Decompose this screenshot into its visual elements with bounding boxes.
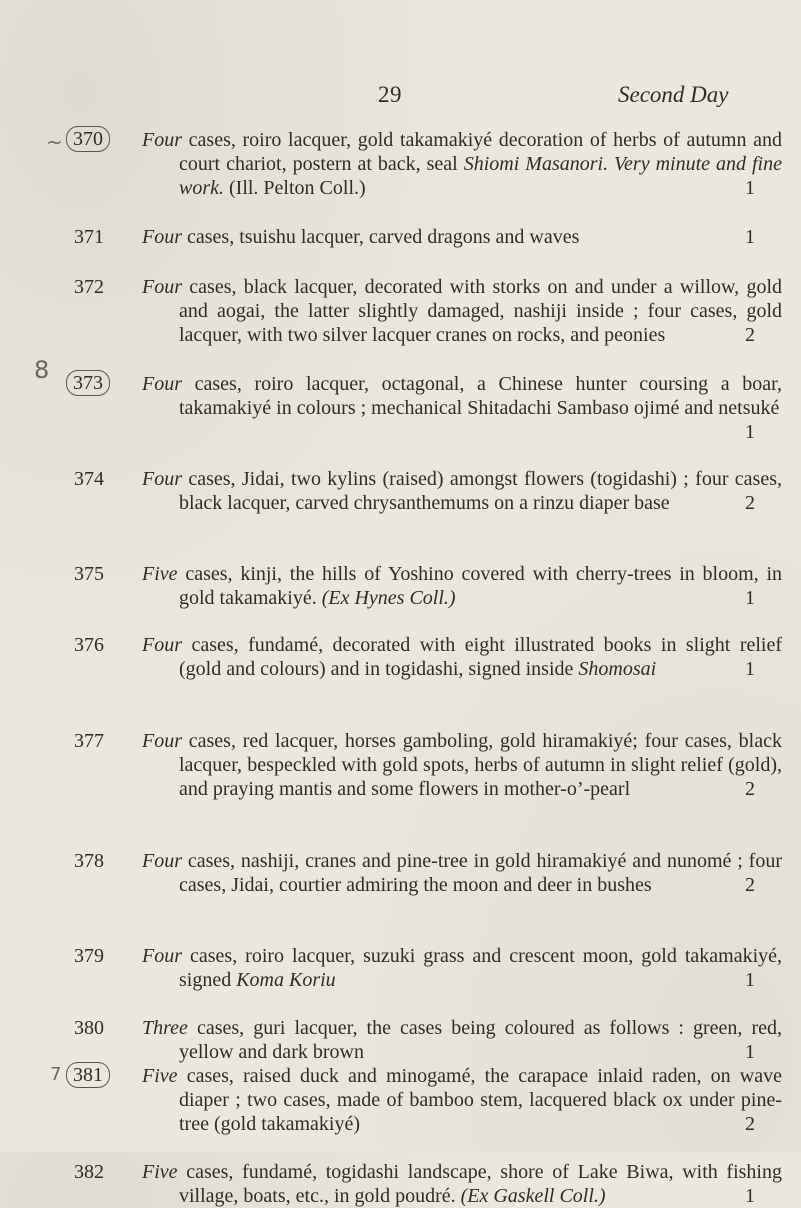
lot-description: Four cases, tsuishu lacquer, carved dragons and waves 1 [142, 226, 755, 248]
lot-body: cases, raised duck and minogamé, the carapace inlaid raden, on wave diaper ; two cases, made of bamboo stem, lacquered black ox under pine-tree (gold takamakiyé) [179, 1065, 782, 1135]
lot-body: cases, red lacquer, horses gamboling, gold hiramakiyé; four cases, black lacquer, bespeckled with gold spots, herbs of autumn in slight relief (gold), and praying mantis and some flowers in mother-o’-pearl [179, 730, 782, 800]
lot-lead: Four [142, 373, 182, 395]
lot-description: Five cases, fundamé, togidashi landscape, shore of Lake Biwa, with fishing village, boats, etc., in gold poudré. (Ex Gaskell Coll.) 1 [142, 1161, 782, 1207]
lot-lead: Four [142, 468, 182, 490]
lot-description: Four cases, Jidai, two kylins (raised) amongst flowers (togidashi) ; four cases, black lacquer, carved chrysanthemums on a rinzu diaper base 2 [142, 468, 783, 514]
lot-description: Four cases, roiro lacquer, suzuki grass and crescent moon, gold takamakiyé, signed Koma Koriu 1 [142, 945, 783, 991]
lot-number: 375 [74, 563, 104, 585]
lot-number: 378 [74, 850, 104, 872]
lot-body: cases, fundamé, togidashi landscape, shore of Lake Biwa, with fishing village, boats, etc., in gold poudré. [179, 1161, 782, 1207]
lot-number: 381 [66, 1062, 110, 1088]
lot-description: Four cases, black lacquer, decorated with storks on and under a willow, gold and aogai, the latter slightly damaged, nashiji inside ; four cases, gold lacquer, with two silver lacquer cranes on rocks, and peonies 2 [142, 276, 782, 346]
lot-number: 373 [66, 370, 110, 396]
lot-lead: Four [142, 276, 182, 298]
lot-description: Four cases, red lacquer, horses gamboling, gold hiramakiyé; four cases, black lacquer, bespeckled with gold spots, herbs of autumn in slight relief (gold), and praying mantis and some flowers in mother-o’-pearl 2 [142, 730, 782, 800]
lot-italic: Shomosai [578, 658, 657, 680]
pencil-mark-370: ~ [46, 130, 63, 154]
lot-number: 370 [66, 126, 110, 152]
lot-description: Three cases, guri lacquer, the cases being coloured as follows : green, red, yellow and dark brown 1 [142, 1017, 783, 1063]
lot-italic: Koma Koriu [236, 969, 336, 991]
lot-number: 382 [74, 1161, 104, 1183]
lot-lead: Four [142, 730, 182, 752]
lot-number: 372 [74, 276, 104, 298]
page-number: 29 [378, 82, 402, 107]
lot-body: cases, fundamé, decorated with eight illustrated books in slight relief (gold and colours) and in togidashi, signed inside [179, 634, 783, 680]
lot-number: 380 [74, 1017, 104, 1039]
pencil-mark-373: 8 [34, 356, 50, 384]
lot-body: cases, tsuishu lacquer, carved dragons and waves [187, 226, 580, 248]
lot-lead: Four [142, 850, 182, 872]
lot-italic: Shiomi Masanori. Very minute and fine work. [179, 153, 782, 199]
lot-lead: Four [142, 226, 182, 248]
lot-description: Four cases, nashiji, cranes and pine-tree in gold hiramakiyé and nunomé ; four cases, Jidai, courtier admiring the moon and deer in bushes 2 [142, 850, 783, 896]
lot-body: cases, Jidai, two kylins (raised) amongst flowers (togidashi) ; four cases, black lacquer, carved chrysanthemums on a rinzu diaper base [179, 468, 783, 514]
lot-lead: Four [142, 129, 182, 151]
lot-body: cases, guri lacquer, the cases being coloured as follows : green, red, yellow and dark brown [179, 1017, 783, 1063]
lot-lead: Four [142, 634, 182, 656]
pencil-mark-381: 7 [50, 1064, 62, 1085]
lot-lead: Five [142, 1065, 178, 1087]
lot-number: 374 [74, 468, 104, 490]
lot-after: (Ill. Pelton Coll.) [224, 177, 366, 199]
running-head: Second Day [618, 82, 729, 107]
lot-body: cases, nashiji, cranes and pine-tree in gold hiramakiyé and nunomé ; four cases, Jidai, courtier admiring the moon and deer in bushes [179, 850, 783, 896]
lot-body: cases, roiro lacquer, suzuki grass and crescent moon, gold takamakiyé, signed [179, 945, 783, 991]
lot-italic: (Ex Hynes Coll.) [321, 587, 456, 609]
lot-number: 377 [74, 730, 104, 752]
lot-number: 379 [74, 945, 104, 967]
lot-lead: Five [142, 1161, 178, 1183]
lot-description: Four cases, fundamé, decorated with eight illustrated books in slight relief (gold and colours) and in togidashi, signed inside Shomosai 1 [142, 634, 783, 680]
lot-italic: (Ex Gaskell Coll.) [460, 1185, 606, 1207]
lot-description: Four cases, roiro lacquer, octagonal, a Chinese hunter coursing a boar, takamakiyé in colours ; mechanical Shitadachi Sambaso ojimé and netsuké 1 [142, 373, 782, 443]
lot-body: cases, roiro lacquer, gold takamakiyé decoration of herbs of autumn and court chariot, postern at back, seal [179, 129, 782, 175]
lot-description: Five cases, kinji, the hills of Yoshino covered with cherry-trees in bloom, in gold takamakiyé. (Ex Hynes Coll.) 1 [142, 563, 783, 609]
lot-body: cases, roiro lacquer, octagonal, a Chinese hunter coursing a boar, takamakiyé in colours ; mechanical Shitadachi Sambaso ojimé and netsuké [179, 373, 782, 419]
lot-body: cases, kinji, the hills of Yoshino covered with cherry-trees in bloom, in gold takamakiyé. [179, 563, 783, 609]
lot-description: Four cases, roiro lacquer, gold takamakiyé decoration of herbs of autumn and court chariot, postern at back, seal Shiomi Masanori. Very minute and fine work. (Ill. Pelton Coll.) 1 [142, 129, 782, 199]
lot-body: cases, black lacquer, decorated with storks on and under a willow, gold and aogai, the latter slightly damaged, nashiji inside ; four cases, gold lacquer, with two silver lacquer cranes on rocks, and peonies [179, 276, 782, 346]
lot-description: Five cases, raised duck and minogamé, the carapace inlaid raden, on wave diaper ; two cases, made of bamboo stem, lacquered black ox under pine-tree (gold takamakiyé) 2 [142, 1065, 782, 1135]
page-header [0, 82, 801, 114]
lot-lead: Four [142, 945, 182, 967]
lot-lead: Three [142, 1017, 188, 1039]
lot-number: 376 [74, 634, 104, 656]
lot-lead: Five [142, 563, 178, 585]
lot-number: 371 [74, 226, 104, 248]
